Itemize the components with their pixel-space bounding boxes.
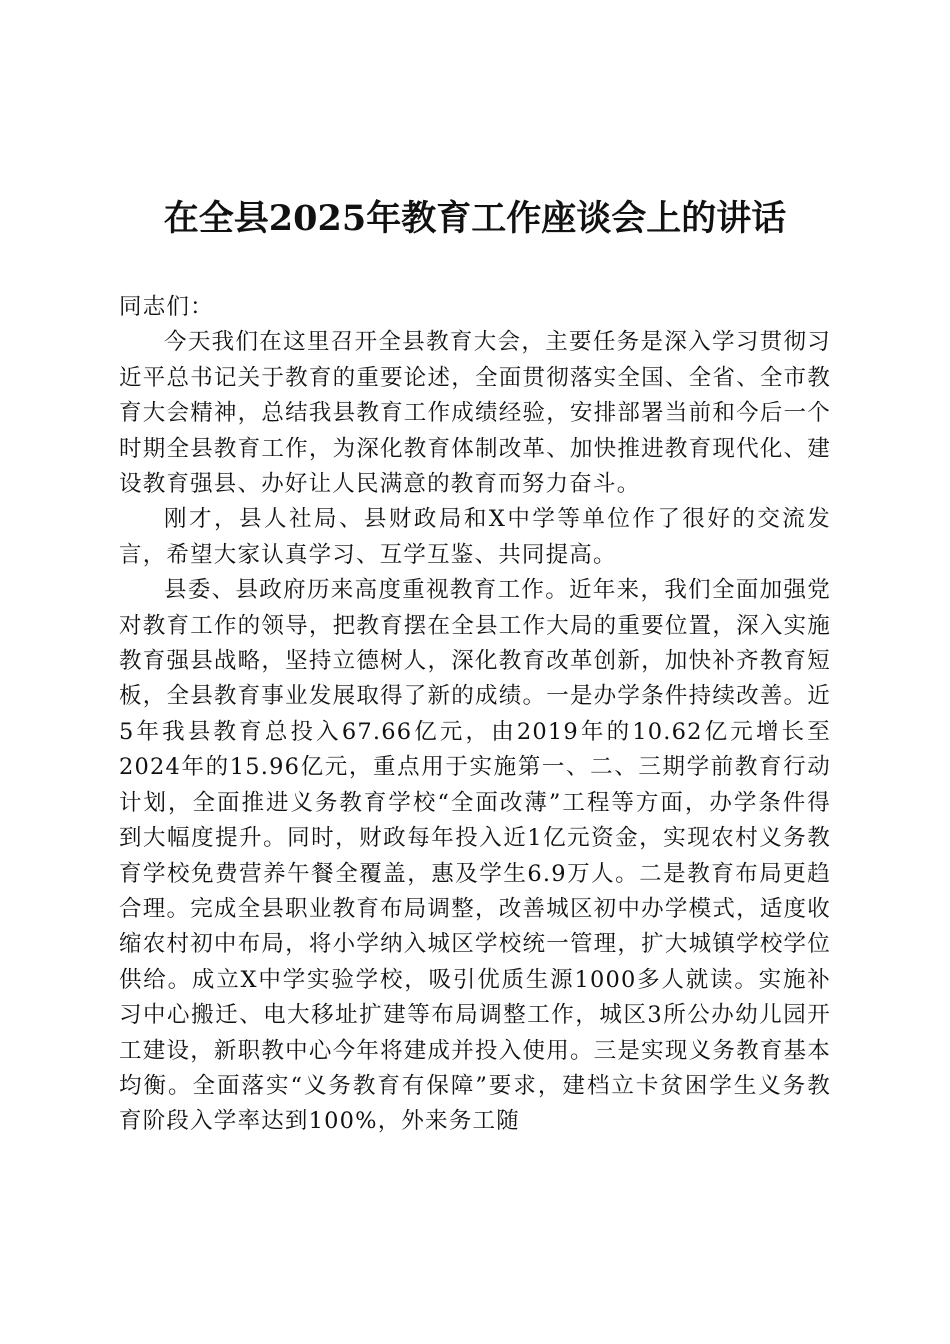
document-body: [119, 290, 831, 1140]
paragraph-exchange: 刚才，县人社局、县财政局和X中学等单位作了很好的交流发言，希望大家认真学习、互学互鉴、共同提高。: [119, 506, 831, 568]
paragraph-achievements: 县委、县政府历来高度重视教育工作。近年来，我们全面加强党对教育工作的领导，把教育摆在全县工作大局的重要位置，深入实施教育强县战略，坚持立德树人，深化教育改革创新，加快补齐教育短板，全县教育事业发展取得了新的成绩。一是办学条件持续改善。近5年我县教育总投入67.66亿元，由2019年的10.62亿元增长至2024年的15.96亿元，重点用于实施第一、二、三期学前教育行动计划，全面推进义务教育学校“全面改薄”工程等方面，办学条件得到大幅度提升。同时，财政每年投入近1亿元资金，实现农村义务教育学校免费营养午餐全覆盖，惠及学生6.9万人。二是教育布局更趋合理。完成全县职业教育布局调整，改善城区初中办学模式，适度收缩农村初中布局，将小学纳入城区学校统一管理，扩大城镇学校学位供给。成立X中学实验学校，吸引优质生源1000多人就读。实施补习中心搬迁、电大移址扩建等布局调整工作，城区3所公办幼儿园开工建设，新职教中心今年将建成并投入使用。三是实现义务教育基本均衡。全面落实“义务教育有保障”要求，建档立卡贫困学生义务教育阶段入学率达到100%，外来务工随: [119, 577, 831, 1135]
paragraph-opening: 今天我们在这里召开全县教育大会，主要任务是深入学习贯彻习近平总书记关于教育的重要论述，全面贯彻落实全国、全省、全市教育大会精神，总结我县教育工作成绩经验，安排部署当前和今后一个时期全县教育工作，为深化教育体制改革、加快推进教育现代化、建设教育强县、办好让人民满意的教育而努力奋斗。: [119, 329, 831, 498]
document-title: 在全县2025年教育工作座谈会上的讲话: [163, 198, 787, 239]
salutation: 同志们：: [119, 294, 214, 320]
